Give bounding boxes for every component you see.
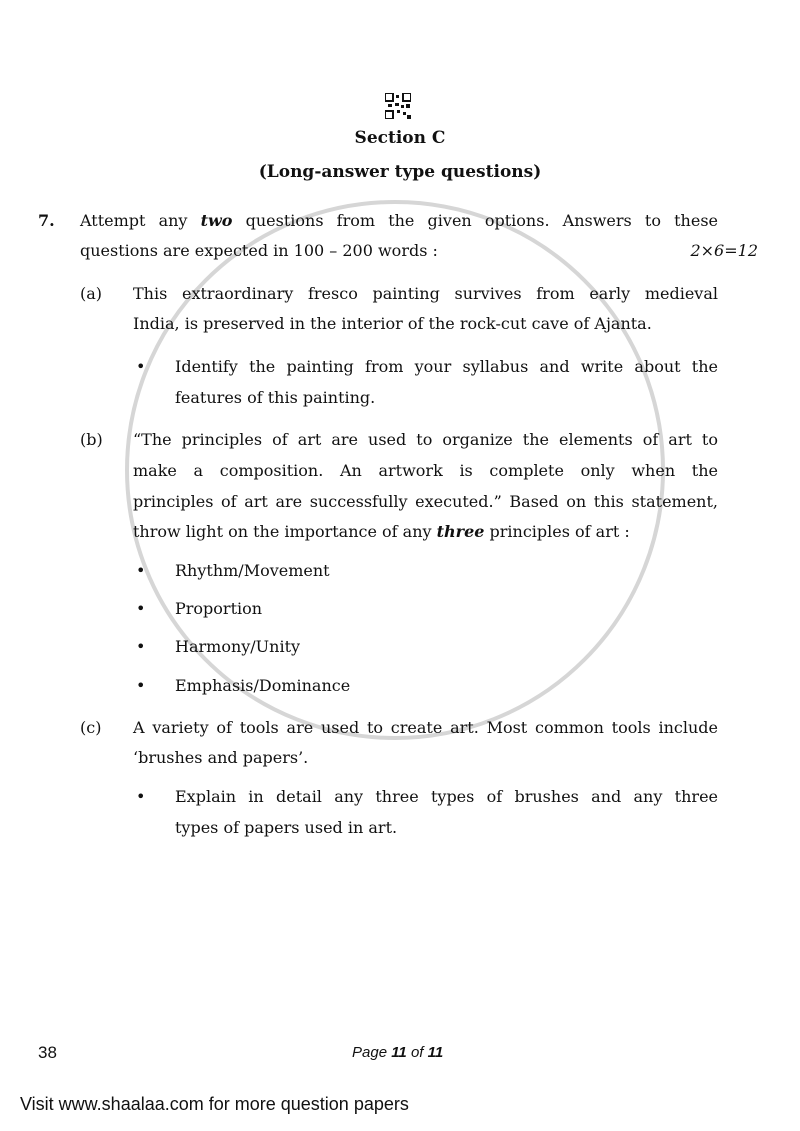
- part-c-bullet-line-2: types of papers used in art.: [175, 818, 398, 837]
- visit-link[interactable]: Visit www.shaalaa.com for more question papers: [20, 1094, 409, 1114]
- question-number: 7.: [38, 211, 55, 230]
- bullet-icon: •: [136, 637, 146, 656]
- part-b-line-1: “The principles of art are used to organize the elements of art to: [133, 430, 718, 449]
- part-b-line-2: make a composition. An artwork is complete only when the: [133, 461, 718, 480]
- bullet-icon: •: [136, 676, 146, 695]
- part-b-line-4: throw light on the importance of any three principles of art :: [133, 522, 630, 541]
- part-a-label: (a): [80, 284, 103, 303]
- part-a-bullet-line-1: Identify the painting from your syllabus and write about the: [175, 357, 718, 376]
- section-title: Section C: [354, 128, 446, 148]
- bullet-icon: •: [136, 561, 146, 580]
- emphasis-two: two: [200, 211, 233, 230]
- part-c-bullet-line-1: Explain in detail any three types of brushes and any three: [175, 787, 718, 806]
- page-number: Page 11 of 11: [352, 1044, 444, 1061]
- part-a-line-1: This extraordinary fresco painting survives from early medieval: [133, 284, 718, 303]
- part-b-line-3: principles of art are successfully executed.” Based on this statement,: [133, 492, 718, 511]
- paper-code: 38: [38, 1043, 57, 1062]
- bullet-icon: •: [136, 787, 146, 806]
- question-marks: 2×6=12: [690, 241, 758, 260]
- part-a-bullet-line-2: features of this painting.: [175, 388, 376, 407]
- part-b-label: (b): [80, 430, 103, 449]
- bullet-icon: •: [136, 357, 146, 376]
- question-line-2: questions are expected in 100 – 200 words :: [80, 241, 438, 260]
- part-b-bullet-item: Proportion: [175, 599, 263, 618]
- part-c-label: (c): [80, 718, 102, 737]
- part-a-line-2: India, is preserved in the interior of the rock-cut cave of Ajanta.: [133, 314, 652, 333]
- part-b-bullet-item: Emphasis/Dominance: [175, 676, 351, 695]
- bullet-icon: •: [136, 599, 146, 618]
- part-c-line-2: ‘brushes and papers’.: [133, 748, 309, 767]
- emphasis-three: three: [436, 522, 485, 541]
- part-c-line-1: A variety of tools are used to create art. Most common tools include: [133, 718, 718, 737]
- qr-code-icon: [385, 93, 411, 119]
- part-b-bullet-item: Rhythm/Movement: [175, 561, 330, 580]
- question-line-1: Attempt any two questions from the given options. Answers to these: [80, 211, 718, 230]
- part-b-bullet-item: Harmony/Unity: [175, 637, 301, 656]
- section-subtitle: (Long-answer type questions): [258, 162, 542, 182]
